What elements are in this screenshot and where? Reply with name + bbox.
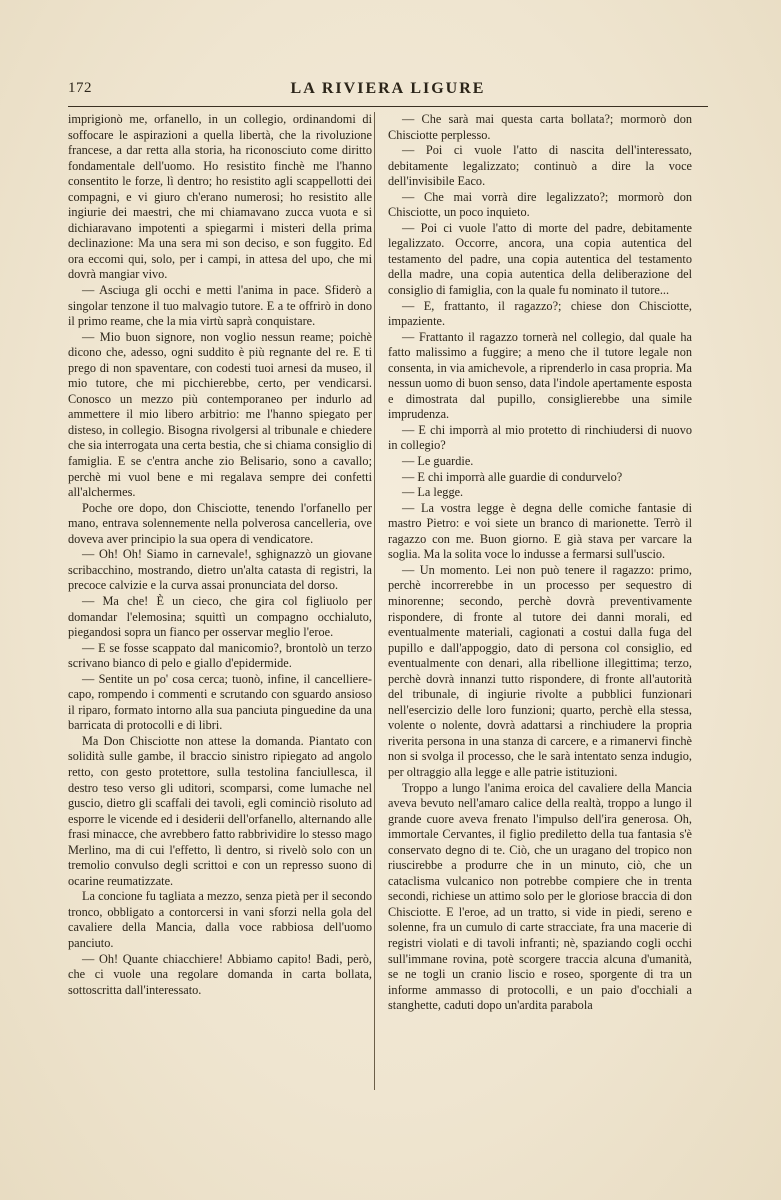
header-rule	[68, 106, 708, 107]
paragraph: La concione fu tagliata a mezzo, senza pietà per il secondo tronco, obbligato a contorcersi in vani sforzi nella gola del cavaliere della Mancia, dalla voce rabbiosa dell'uomo panciuto.	[68, 889, 372, 950]
paragraph: — Sentite un po' cosa cerca; tuonò, infine, il cancelliere-capo, rompendo i commenti e scrutando con sguardo ansioso il riparo, formato intorno alla sua panciuta pinguedine da una barricata di protocolli e di libri.	[68, 671, 372, 733]
paragraph: Ma Don Chisciotte non attese la domanda. Piantato con solidità sulle gambe, il braccio sinistro ripiegato ad angolo retto, con gesto protettore, sulla testolina fanciullesca, il destro teso verso gli uditori, scomparsi, come lumache nel guscio, dietro gli scaffali dei tavoli, egli cominciò risoluto ad esporre le vicende ed i desiderii dell'orfanello, alternando alle frasi minacce, che avrebbero fatto rabbrividire lo stesso mago Merlino, ma di cui l'effetto, lì dentro, si rivelò solo con un tremolio convulso degli scrittoi e con un represso suono di ocarine reumatizzate.	[68, 733, 372, 888]
paragraph: Troppo a lungo l'anima eroica del cavaliere della Mancia aveva bevuto nell'amaro calice della realtà, troppo a lungo il grande cuore aveva frenato l'impulso dell'ira generosa. Oh, immortale Cervantes, il figlio prediletto della tua fantasia s'è conservato degno di te. Ciò, che un uragano del tropico non riuscirebbe a produrre che in un minuto, ciò, che un cataclisma vulcanico non potrebbe compiere che in trenta secondi, richiese un attimo solo per le gloriose braccia di don Chisciotte. E l'eroe, ad un tratto, si vide in piedi, sereno e solenne, fra un cumulo di carte stracciate, fra una macerie di registri violati e di tavoli infranti; nè, spaziando cogli occhi sull'immane rovina, potè scorgere traccia alcuna d'umanità, se ne togli un cranio liscio e roseo, sporgente di tra un informe ammasso di protocolli, e un paio d'occhiali a stanghette, caduti dopo un'ardita parabola	[388, 780, 692, 1013]
text-column-left	[68, 112, 372, 998]
page-number: 172	[68, 80, 92, 96]
paragraph: — Che mai vorrà dire legalizzato?; mormorò don Chisciotte, un poco inquieto.	[388, 189, 692, 220]
paragraph: — Le guardie.	[402, 454, 474, 469]
paragraph: — La vostra legge è degna delle comiche fantasie di mastro Pietro: e voi siete un branco di marionette. Terrò il ragazzo con me. Buon giorno. E già stava per varcare la soglia. Ma la solita voce lo indusse a fermarsi sull'uscio.	[388, 500, 692, 562]
page-header	[68, 80, 708, 104]
text-column-right	[388, 112, 692, 1014]
paragraph: — Asciuga gli occhi e metti l'anima in pace. Sfiderò a singolar tenzone il tuo malvagio tutore. E a te offrirò in dono il primo reame, che la mia virtù saprà conquistare.	[68, 283, 372, 329]
paragraph: imprigionò me, orfanello, in un collegio, ordinandomi di soffocare le aspirazioni a quella libertà, che la rivoluzione francese, a dar retta alla storia, ha riconosciuto come diritto fondamentale dell'uomo. Ho resistito finchè me l'hanno consentito le forze, lì dentro; ho resistito agli scappellotti dei compagni, e vi giuro ch'erano numerosi; ho resistito alle ingiurie dei maestri, che mi chiamavano zucca vuota e si dichiaravano impotenti a spiegarmi i misteri della prima declinazione: Ma una sera mi son deciso, e son fuggito. Ed ora eccomi qui, solo, per i campi, in attesa del upo, che mi dovrà mangiar vivo.	[68, 112, 372, 282]
paragraph: — Oh! Quante chiacchiere! Abbiamo capito! Badi, però, che ci vuole una regolare domanda in carta bollata, sottoscritta dall'interessato.	[68, 951, 372, 997]
paragraph: — Ma che! È un cieco, che gira col figliuolo per domandar l'elemosina; squittì un compagno occhialuto, piegandosi sopra un fianco per osservar meglio l'eroe.	[68, 593, 372, 640]
paragraph: — La legge.	[402, 485, 464, 500]
paragraph: — Un momento. Lei non può tenere il ragazzo: primo, perchè incorrerebbe in un processo per sequestro di minorenne; secondo, perchè dovrà preventivamente rispondere, di fronte al tutore dei danni morali, ed eventualmente materiali, cagionati a costui dalla fuga del pupillo e dall'appoggio, dato di persona col consiglio, ed eventualmente con denari, alla ribellione illegittima; terzo, perchè dovrà innanzi tutto rispondere, di fronte all'autorità del tribunale, di ingiurie rivolte a pubblici funzionari nell'esercizio delle loro funzioni; quarto, perchè ella stessa, volente o nolente, dovrà adattarsi a rinchiudere la propria riverita persona in una stanza di carcere, e a rimanervi finchè non si svolga il processo, che le sarà intentato senza indugio, per oltraggio alla legge e alle patrie istituzioni.	[388, 562, 692, 779]
paragraph: — E chi imporrà alle guardie di condurvelo?	[402, 469, 623, 484]
paragraph: — E chi imporrà al mio protetto di rinchiudersi di nuovo in collegio?	[388, 422, 692, 453]
column-divider	[374, 112, 375, 1090]
paragraph: — Frattanto il ragazzo tornerà nel collegio, dal quale ha fatto malissimo a fuggire; a meno che il tutore legale non consenta, in via amichevole, a riprenderlo in casa propria. Ma nessun uomo di buon senso, data l'indole apertamente esposta e dimostrata dal pupillo, consiglierebbe una simile imprudenza.	[388, 329, 692, 422]
running-title: LA RIVIERA LIGURE	[290, 80, 486, 97]
paragraph: — Che sarà mai questa carta bollata?; mormorò don Chisciotte perplesso.	[388, 112, 692, 142]
paragraph: — Oh! Oh! Siamo in carnevale!, sghignazzò un giovane scribacchino, mostrando, dietro un'alta catasta di registri, la precoce calvizie e la curva assai pronunciata del dorso.	[68, 547, 372, 593]
paragraph: — Poi ci vuole l'atto di nascita dell'interessato, debitamente legalizzato; continuò a dire la voce dell'invisibile Eaco.	[388, 143, 692, 189]
paragraph: — Mio buon signore, non voglio nessun reame; poichè dicono che, adesso, ogni suddito è più regnante del re. E ti prego di non spaventare, con codesti tuoi arnesi da museo, il mio tutore, che mi picchierebbe, certo, per vendicarsi. Conosco un mezzo più contemporaneo per indurlo ad ammettere il mio libero arbitrio: me l'hanno spiegato per disteso, in collegio. Bisogna rivolgersi al tribunale e chiedere che sia interrogata una certa bestia, che si chiama consiglio di famiglia. E se c'entra anche zio Belisario, sono a cavallo; perchè mi vuol bene e mi regalava sempre dei confetti all'alchermes.	[68, 329, 372, 500]
paragraph: — E, frattanto, il ragazzo?; chiese don Chisciotte, impaziente.	[388, 298, 692, 329]
paragraph: — E se fosse scappato dal manicomio?, brontolò un terzo scrivano bianco di pelo e giallo d'epidermide.	[68, 640, 372, 671]
paragraph: — Poi ci vuole l'atto di morte del padre, debitamente legalizzato. Occorre, ancora, una copia autentica del testamento del padre, una copia autentica del testamento della madre, una copia autentica della deliberazione del consiglio di famiglia, con la quale fu nominato il tutore...	[388, 220, 692, 298]
paragraph: Poche ore dopo, don Chisciotte, tenendo l'orfanello per mano, entrava solennemente nella polverosa cancelleria, ove doveva aver principio la sua opera di vendicatore.	[68, 500, 372, 546]
